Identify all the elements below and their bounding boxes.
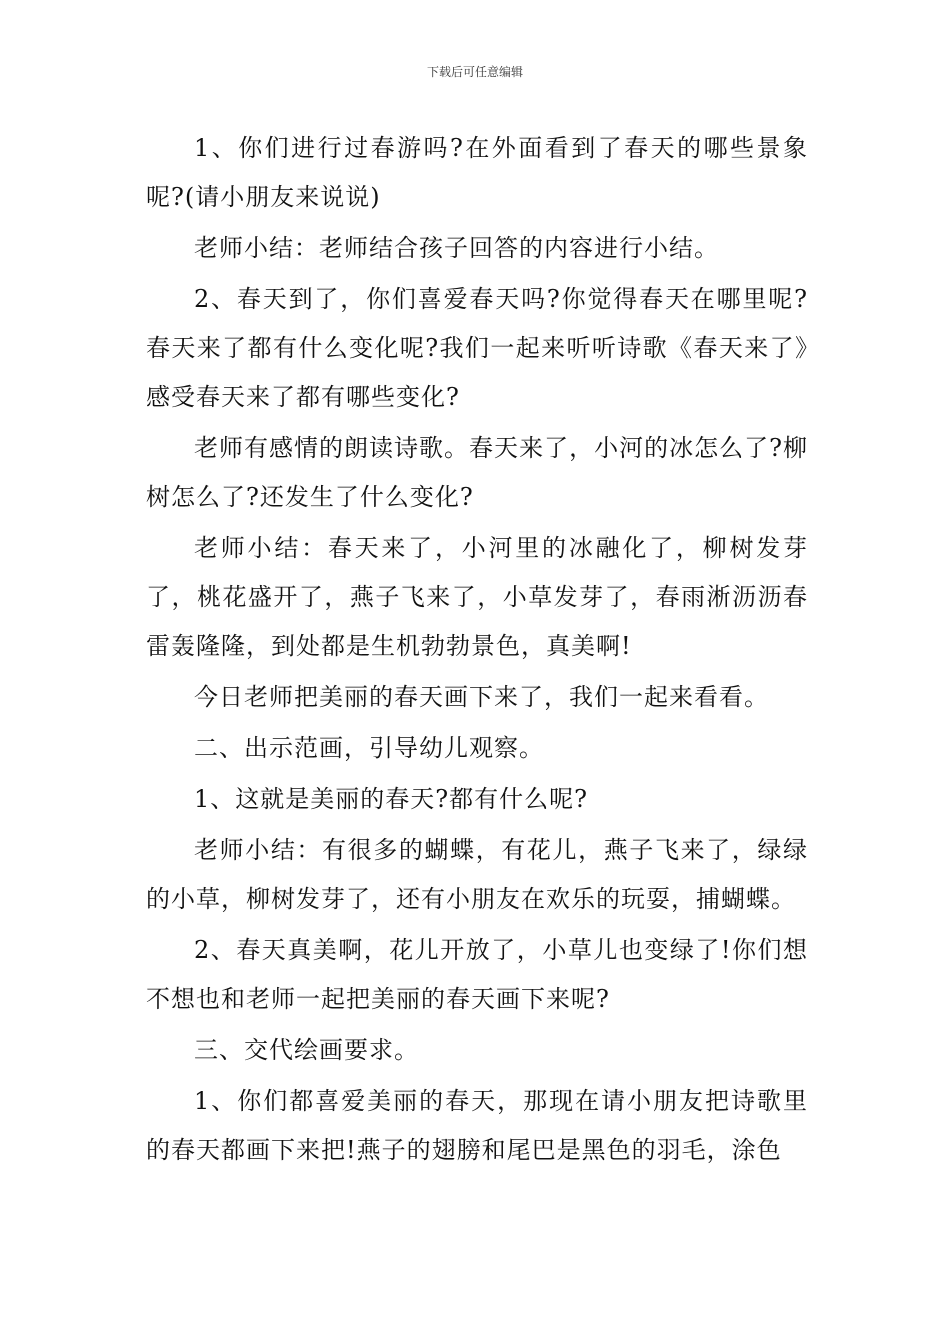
paragraph: 老师小结：有很多的蝴蝶，有花儿，燕子飞来了，绿绿的小草，柳树发芽了，还有小朋友在欢乐的玩耍，捕蝴蝶。 [146,836,808,913]
paragraph: 1、你们都喜爱美丽的春天，那现在请小朋友把诗歌里的春天都画下来把!燕子的翅膀和尾巴是黑色的羽毛，涂色 [146,1087,808,1164]
paragraph: 老师有感情的朗读诗歌。春天来了，小河的冰怎么了?柳树怎么了?还发生了什么变化? [146,434,808,511]
paragraph: 老师小结：老师结合孩子回答的内容进行小结。 [194,234,719,262]
document-body [146,124,808,1177]
section-heading: 二、出示范画，引导幼儿观察。 [194,734,544,762]
section-heading: 三、交代绘画要求。 [194,1036,419,1064]
paragraph: 2、春天到了，你们喜爱春天吗?你觉得春天在哪里呢?春天来了都有什么变化呢?我们一起来听听诗歌《春天来了》感受春天来了都有哪些变化? [146,285,808,411]
paragraph: 1、你们进行过春游吗?在外面看到了春天的哪些景象呢?(请小朋友来说说) [146,134,808,211]
page-header-note: 下载后可任意编辑 [426,65,523,79]
paragraph: 老师小结：春天来了，小河里的冰融化了，柳树发芽了，桃花盛开了，燕子飞来了，小草发芽了，春雨淅沥沥春雷轰隆隆，到处都是生机勃勃景色，真美啊! [146,534,808,660]
paragraph: 2、春天真美啊，花儿开放了，小草儿也变绿了!你们想不想也和老师一起把美丽的春天画下来呢? [146,936,808,1013]
paragraph: 今日老师把美丽的春天画下来了，我们一起来看看。 [194,683,769,711]
paragraph: 1、这就是美丽的春天?都有什么呢? [194,785,589,813]
